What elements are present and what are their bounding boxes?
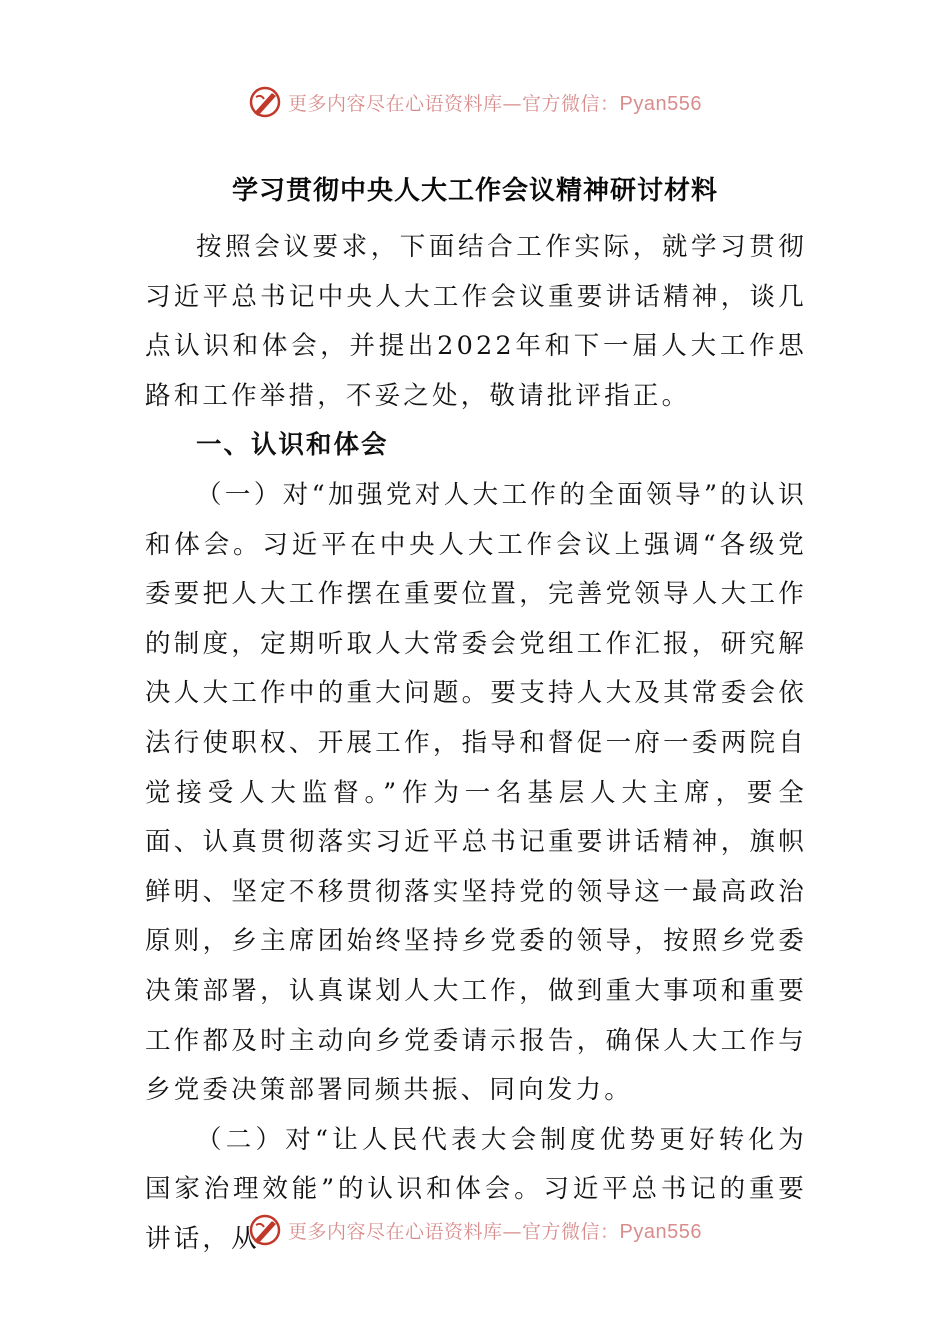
section-paragraph-2: （二）对“让人民代表大会制度优势更好转化为国家治理效能”的认识和体会。习近平总书记的重要讲话，从 — [145, 1124, 807, 1254]
pen-seal-logo-icon — [248, 85, 282, 119]
watermark-banner-bottom — [0, 1210, 950, 1250]
document-title: 学习贯彻中央人大工作会议精神研讨材料 — [231, 176, 718, 206]
document-body — [145, 223, 807, 1264]
intro-paragraph: 按照会议要求，下面结合工作实际，就学习贯彻习近平总书记中央人大工作会议重要讲话精神，谈几点认识和体会，并提出2022年和下一届人大工作思路和工作举措，不妥之处，敬请批评指正。 — [145, 232, 807, 411]
watermark-text: 更多内容尽在心语资料库—官方微信：Pyan556 — [288, 92, 702, 115]
section-heading: 一、认识和体会 — [196, 430, 389, 461]
watermark-banner-top — [0, 82, 950, 122]
pen-seal-logo-icon — [248, 1213, 282, 1247]
watermark-text: 更多内容尽在心语资料库—官方微信：Pyan556 — [288, 1220, 702, 1243]
section-paragraph-1: （一）对“加强党对人大工作的全面领导”的认识和体会。习近平在中央人大工作会议上强调“各级党委要把人大工作摆在重要位置，完善党领导人大工作的制度，定期听取人大常委会党组工作汇报，研究解决人大工作中的重大问题。要支持人大及其常委会依法行使职权、开展工作，指导和督促一府一委两院自觉接受人大监督。”作为一名基层人大主席，要全面、认真贯彻落实习近平总书记重要讲话精神，旗帜鲜明、坚定不移贯彻落实坚持党的领导这一最高政治原则，乡主席团始终坚持乡党委的领导，按照乡党委决策部署，认真谋划人大工作，做到重大事项和重要工作都及时主动向乡党委请示报告，确保人大工作与乡党委决策部署同频共振、同向发力。 — [145, 479, 807, 1106]
